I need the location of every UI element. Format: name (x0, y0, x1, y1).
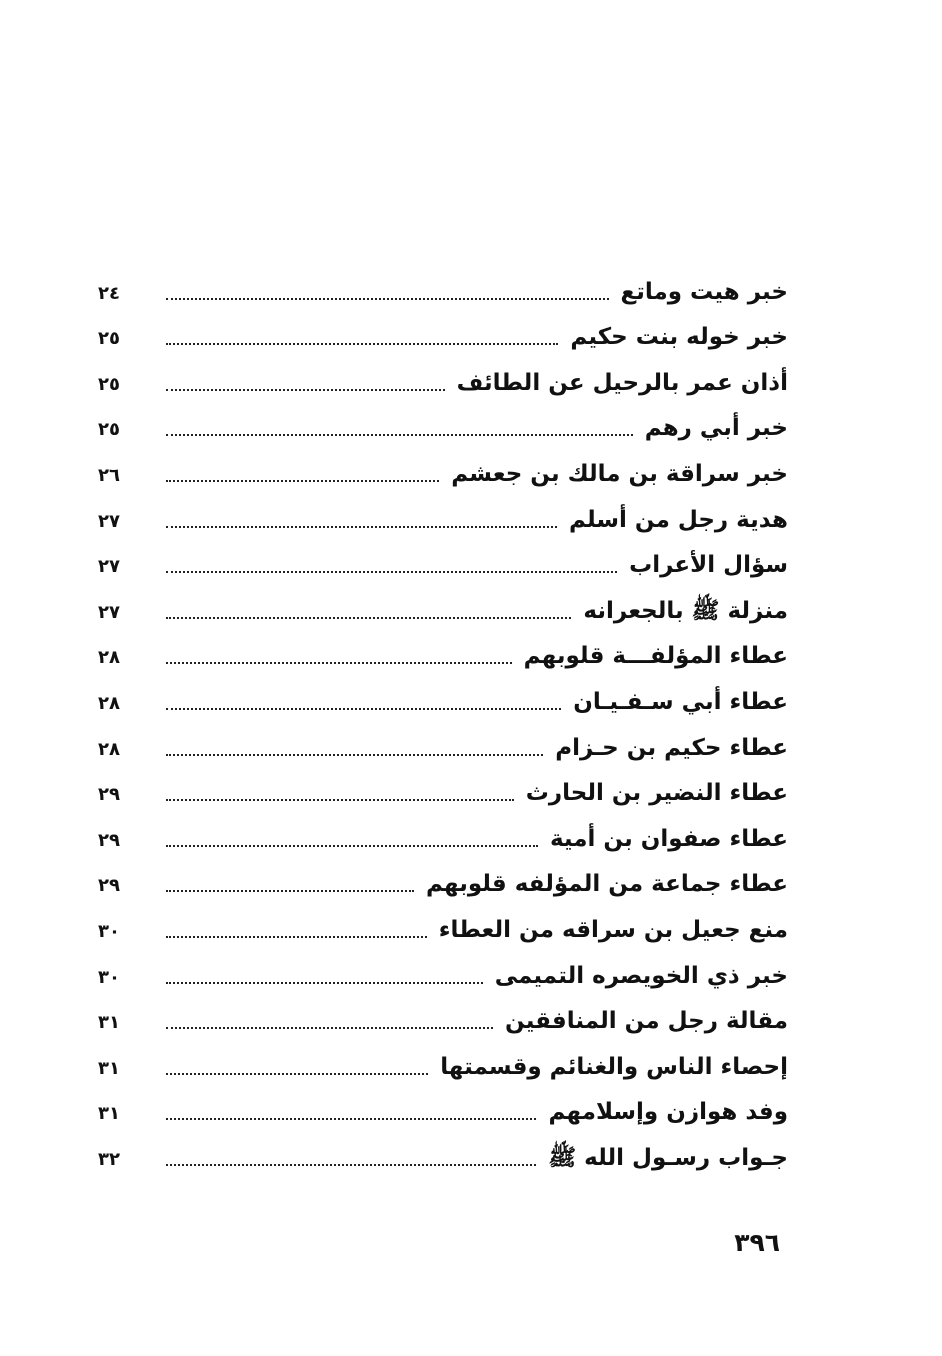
toc-entry (98, 1083, 788, 1129)
toc-entry-page: ٢٧ (98, 601, 120, 623)
toc-entry-title: سؤال الأعراب (629, 552, 788, 579)
dot-leader (166, 1027, 493, 1029)
toc-entry (98, 992, 788, 1038)
dot-leader (166, 1118, 536, 1120)
toc-entry-title: خبر أبي رهم (644, 415, 788, 442)
toc-entry (98, 1128, 788, 1174)
toc-entry-title: عطاء المؤلفـــة قلوبهم (523, 643, 788, 670)
toc-entry-title: عطاء النضير بن الحارث (525, 780, 788, 807)
dot-leader (166, 708, 561, 710)
toc-entry (98, 490, 788, 536)
toc-entry-title: منزلة ﷺ بالجعرانه (583, 597, 788, 624)
toc-entry (98, 353, 788, 399)
dot-leader (166, 662, 512, 664)
dot-leader (166, 1164, 536, 1166)
toc-entry (98, 399, 788, 445)
toc-entry-title: عطاء صفوان بن أمية (549, 825, 788, 852)
toc-entry-page: ٢٨ (98, 647, 120, 669)
toc-entry-title: أذان عمر بالرحيل عن الطائف (456, 369, 788, 396)
dot-leader (166, 754, 543, 756)
toc-entry-title: منع جعيل بن سراقه من العطاء (438, 916, 788, 943)
toc-entry (98, 308, 788, 354)
dot-leader (166, 936, 427, 938)
toc-entry-page: ٢٨ (98, 692, 120, 714)
toc-entry (98, 444, 788, 490)
toc-entry (98, 946, 788, 992)
toc-entry (98, 764, 788, 810)
toc-entry-page: ٢٩ (98, 784, 120, 806)
toc-entry (98, 809, 788, 855)
toc-entry-page: ٢٨ (98, 738, 120, 760)
toc-entry (98, 536, 788, 582)
dot-leader (166, 799, 514, 801)
page-number: ٣٩٦ (734, 1228, 780, 1257)
toc-entry-title: إحصاء الناس والغنائم وقسمتها (440, 1053, 788, 1080)
toc-entry-title: وفد هوازن وإسلامهم (548, 1099, 788, 1126)
dot-leader (166, 845, 538, 847)
dot-leader (166, 571, 617, 573)
toc-entry-page: ٢٧ (98, 510, 120, 532)
dot-leader (166, 890, 414, 892)
toc-entry (98, 718, 788, 764)
dot-leader (166, 434, 633, 436)
toc-entry (98, 581, 788, 627)
toc-entry-title: عطاء حكيم بن حـزام (555, 734, 788, 761)
toc-entry-title: عطاء أبي سـفـيـان (573, 688, 788, 715)
toc-entry-page: ٢٦ (98, 464, 120, 486)
toc-entry (98, 1037, 788, 1083)
toc-entry-page: ٢٥ (98, 419, 120, 441)
dot-leader (166, 343, 558, 345)
toc-entry-page: ٢٩ (98, 875, 120, 897)
toc-entry-page: ٣١ (98, 1103, 120, 1125)
toc-entry-page: ٢٩ (98, 829, 120, 851)
toc-entry (98, 627, 788, 673)
toc-entry-title: مقالة رجل من المنافقين (505, 1008, 788, 1035)
dot-leader (166, 982, 483, 984)
dot-leader (166, 480, 439, 482)
toc-entry-page: ٣١ (98, 1012, 120, 1034)
toc-entry-title: خبر هيت وماتع (620, 278, 788, 305)
toc-entry-title: خبر ذي الخويصره التميمى (494, 962, 788, 989)
toc-entry-page: ٢٧ (98, 556, 120, 578)
dot-leader (166, 298, 609, 300)
toc-entry-title: هدية رجل من أسلم (568, 506, 788, 533)
toc-entry-title: جـواب رسـول الله ﷺ (548, 1144, 788, 1171)
toc-entry-page: ٣١ (98, 1057, 120, 1079)
toc-entry-page: ٣٠ (98, 966, 120, 988)
toc-entry (98, 855, 788, 901)
dot-leader (166, 1073, 428, 1075)
toc-entry-page: ٣٠ (98, 920, 120, 942)
toc-entry-page: ٢٥ (98, 328, 120, 350)
dot-leader (166, 389, 445, 391)
toc-entry (98, 900, 788, 946)
toc-entry-title: خبر سراقة بن مالك بن جعشم (451, 460, 788, 487)
toc-entry-page: ٣٢ (98, 1148, 120, 1170)
toc-entry (98, 262, 788, 308)
toc-entry-title: خبر خوله بنت حكيم (570, 324, 788, 351)
dot-leader (166, 617, 571, 619)
toc-entry-title: عطاء جماعة من المؤلفه قلوبهم (426, 871, 788, 898)
table-of-contents (98, 262, 788, 1174)
toc-entry-page: ٢٤ (98, 282, 120, 304)
toc-entry-page: ٢٥ (98, 373, 120, 395)
dot-leader (166, 526, 557, 528)
toc-entry (98, 672, 788, 718)
